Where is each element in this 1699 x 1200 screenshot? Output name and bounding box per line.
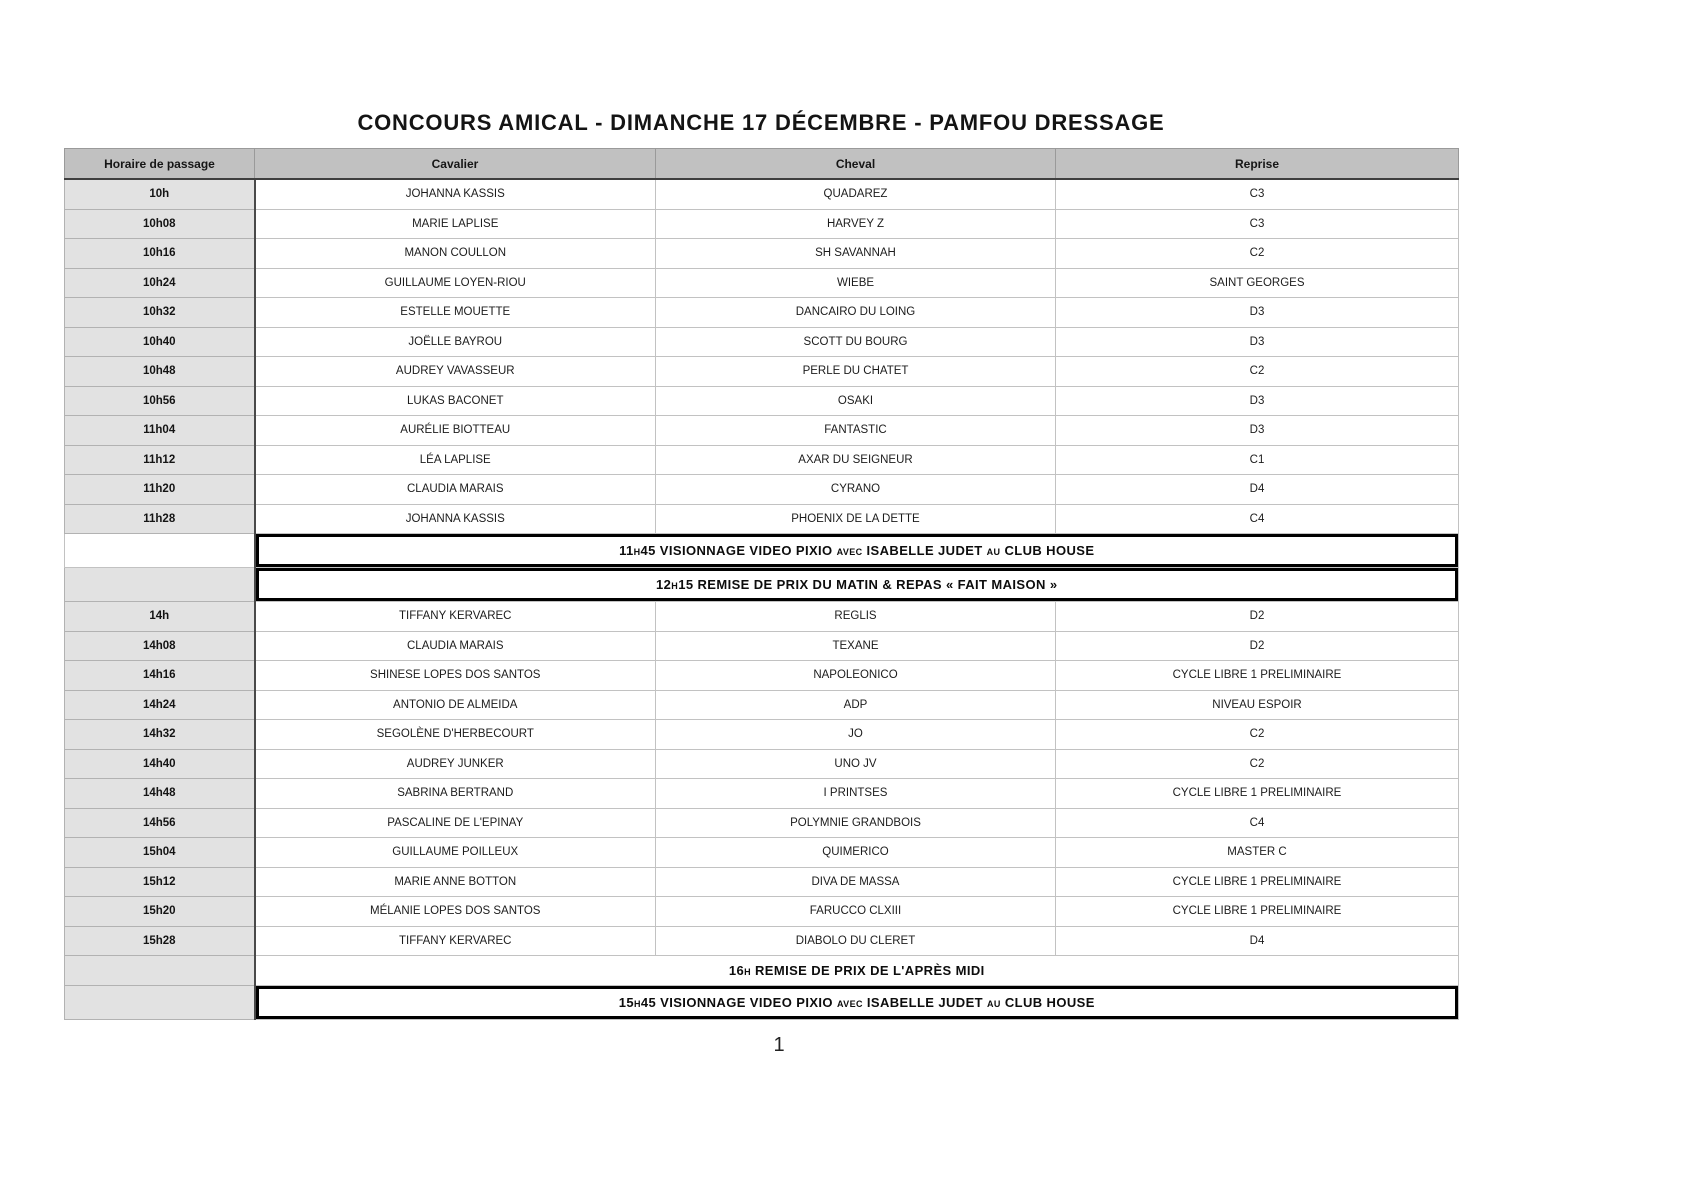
time-cell: 11h20: [65, 475, 255, 505]
entry-row: [65, 209, 1459, 239]
page-number: 1: [773, 1034, 785, 1056]
entry-row: [65, 602, 1459, 632]
cavalier-cell: MÉLANIE LOPES DOS SANTOS: [255, 897, 656, 927]
reprise-cell: D4: [1056, 475, 1459, 505]
reprise-cell: C2: [1056, 239, 1459, 269]
cavalier-cell: TIFFANY KERVAREC: [255, 926, 656, 956]
entry-row: [65, 239, 1459, 269]
cheval-cell: PHOENIX DE LA DETTE: [656, 504, 1056, 534]
event-cell: 16h REMISE DE PRIX DE L'APRÈS MIDI: [255, 956, 1459, 986]
event-row: [65, 985, 1459, 1019]
cavalier-cell: TIFFANY KERVAREC: [255, 602, 656, 632]
time-cell: 15h12: [65, 867, 255, 897]
cavalier-cell: ESTELLE MOUETTE: [255, 298, 656, 328]
entry-row: [65, 268, 1459, 298]
time-cell: [65, 985, 255, 1019]
reprise-cell: D2: [1056, 631, 1459, 661]
cheval-cell: WIEBE: [656, 268, 1056, 298]
reprise-cell: C2: [1056, 720, 1459, 750]
time-cell: 10h48: [65, 357, 255, 387]
reprise-cell: CYCLE LIBRE 1 PRELIMINAIRE: [1056, 779, 1459, 809]
event-cell: 11h45 VISIONNAGE VIDEO PIXIO avec ISABELLE JUDET au CLUB HOUSE: [255, 534, 1459, 568]
cheval-cell: OSAKI: [656, 386, 1056, 416]
cheval-cell: JO: [656, 720, 1056, 750]
cheval-cell: UNO JV: [656, 749, 1056, 779]
reprise-cell: D3: [1056, 416, 1459, 446]
cavalier-cell: AUDREY VAVASSEUR: [255, 357, 656, 387]
time-cell: [65, 956, 255, 986]
reprise-cell: CYCLE LIBRE 1 PRELIMINAIRE: [1056, 867, 1459, 897]
cavalier-cell: GUILLAUME LOYEN-RIOU: [255, 268, 656, 298]
cavalier-cell: ANTONIO DE ALMEIDA: [255, 690, 656, 720]
entry-row: [65, 327, 1459, 357]
reprise-cell: C4: [1056, 504, 1459, 534]
entry-row: [65, 475, 1459, 505]
cheval-cell: AXAR DU SEIGNEUR: [656, 445, 1056, 475]
reprise-cell: D3: [1056, 386, 1459, 416]
cavalier-cell: AUDREY JUNKER: [255, 749, 656, 779]
entry-row: [65, 179, 1459, 209]
entry-row: [65, 838, 1459, 868]
entry-row: [65, 926, 1459, 956]
entry-row: [65, 808, 1459, 838]
event-cell: 12h15 REMISE DE PRIX DU MATIN & REPAS « FAIT MAISON »: [255, 568, 1459, 602]
entry-row: [65, 867, 1459, 897]
cheval-cell: DANCAIRO DU LOING: [656, 298, 1056, 328]
cavalier-cell: CLAUDIA MARAIS: [255, 631, 656, 661]
page-title: CONCOURS AMICAL - DIMANCHE 17 DÉCEMBRE - PAMFOU DRESSAGE: [357, 110, 1165, 135]
cheval-cell: PERLE DU CHATET: [656, 357, 1056, 387]
entry-row: [65, 690, 1459, 720]
cavalier-cell: JOËLLE BAYROU: [255, 327, 656, 357]
cheval-cell: SH SAVANNAH: [656, 239, 1056, 269]
time-cell: 14h32: [65, 720, 255, 750]
time-cell: 14h: [65, 602, 255, 632]
time-cell: 11h04: [65, 416, 255, 446]
entry-row: [65, 298, 1459, 328]
cheval-cell: SCOTT DU BOURG: [656, 327, 1056, 357]
time-cell: [65, 534, 255, 568]
time-cell: 14h56: [65, 808, 255, 838]
reprise-cell: D4: [1056, 926, 1459, 956]
time-cell: 14h16: [65, 661, 255, 691]
time-cell: 10h16: [65, 239, 255, 269]
time-cell: 11h12: [65, 445, 255, 475]
reprise-cell: MASTER C: [1056, 838, 1459, 868]
cheval-cell: QUIMERICO: [656, 838, 1056, 868]
cheval-cell: FARUCCO CLXIII: [656, 897, 1056, 927]
reprise-cell: C1: [1056, 445, 1459, 475]
cavalier-cell: SABRINA BERTRAND: [255, 779, 656, 809]
entry-row: [65, 386, 1459, 416]
schedule-body: [65, 179, 1459, 1019]
time-cell: 10h: [65, 179, 255, 209]
time-cell: 14h24: [65, 690, 255, 720]
time-cell: [65, 568, 255, 602]
cavalier-cell: LÉA LAPLISE: [255, 445, 656, 475]
reprise-cell: D2: [1056, 602, 1459, 632]
cavalier-cell: JOHANNA KASSIS: [255, 179, 656, 209]
reprise-cell: D3: [1056, 298, 1459, 328]
entry-row: [65, 445, 1459, 475]
entry-row: [65, 661, 1459, 691]
cavalier-cell: CLAUDIA MARAIS: [255, 475, 656, 505]
cheval-cell: TEXANE: [656, 631, 1056, 661]
cavalier-cell: MANON COULLON: [255, 239, 656, 269]
cheval-cell: DIABOLO DU CLERET: [656, 926, 1056, 956]
entry-row: [65, 749, 1459, 779]
reprise-cell: D3: [1056, 327, 1459, 357]
entry-row: [65, 631, 1459, 661]
time-cell: 15h28: [65, 926, 255, 956]
entry-row: [65, 504, 1459, 534]
cavalier-cell: JOHANNA KASSIS: [255, 504, 656, 534]
time-cell: 10h08: [65, 209, 255, 239]
reprise-cell: C2: [1056, 749, 1459, 779]
column-header-cavalier: Cavalier: [255, 149, 656, 180]
event-row: [65, 534, 1459, 568]
time-cell: 10h40: [65, 327, 255, 357]
time-cell: 10h56: [65, 386, 255, 416]
time-cell: 15h04: [65, 838, 255, 868]
time-cell: 14h40: [65, 749, 255, 779]
reprise-cell: C3: [1056, 179, 1459, 209]
entry-row: [65, 357, 1459, 387]
cheval-cell: CYRANO: [656, 475, 1056, 505]
cheval-cell: POLYMNIE GRANDBOIS: [656, 808, 1056, 838]
column-header-cheval: Cheval: [656, 149, 1056, 180]
column-header-horaire: Horaire de passage: [65, 149, 255, 180]
reprise-cell: CYCLE LIBRE 1 PRELIMINAIRE: [1056, 897, 1459, 927]
cheval-cell: DIVA DE MASSA: [656, 867, 1056, 897]
cheval-cell: HARVEY Z: [656, 209, 1056, 239]
reprise-cell: C3: [1056, 209, 1459, 239]
entry-row: [65, 897, 1459, 927]
reprise-cell: CYCLE LIBRE 1 PRELIMINAIRE: [1056, 661, 1459, 691]
reprise-cell: C2: [1056, 357, 1459, 387]
cheval-cell: QUADAREZ: [656, 179, 1056, 209]
cavalier-cell: MARIE ANNE BOTTON: [255, 867, 656, 897]
time-cell: 11h28: [65, 504, 255, 534]
entry-row: [65, 416, 1459, 446]
header-row: [65, 149, 1459, 180]
time-cell: 14h08: [65, 631, 255, 661]
time-cell: 10h24: [65, 268, 255, 298]
cheval-cell: I PRINTSES: [656, 779, 1056, 809]
entry-row: [65, 720, 1459, 750]
entry-row: [65, 779, 1459, 809]
reprise-cell: SAINT GEORGES: [1056, 268, 1459, 298]
time-cell: 14h48: [65, 779, 255, 809]
cheval-cell: REGLIS: [656, 602, 1056, 632]
cavalier-cell: LUKAS BACONET: [255, 386, 656, 416]
column-header-reprise: Reprise: [1056, 149, 1459, 180]
time-cell: 15h20: [65, 897, 255, 927]
time-cell: 10h32: [65, 298, 255, 328]
event-row: [65, 568, 1459, 602]
cavalier-cell: AURÉLIE BIOTTEAU: [255, 416, 656, 446]
cavalier-cell: GUILLAUME POILLEUX: [255, 838, 656, 868]
cavalier-cell: SHINESE LOPES DOS SANTOS: [255, 661, 656, 691]
schedule-table: [64, 148, 1459, 1020]
cavalier-cell: MARIE LAPLISE: [255, 209, 656, 239]
event-cell: 15h45 VISIONNAGE VIDEO PIXIO avec ISABELLE JUDET au CLUB HOUSE: [255, 985, 1459, 1019]
reprise-cell: NIVEAU ESPOIR: [1056, 690, 1459, 720]
reprise-cell: C4: [1056, 808, 1459, 838]
cheval-cell: NAPOLEONICO: [656, 661, 1056, 691]
cavalier-cell: PASCALINE DE L'EPINAY: [255, 808, 656, 838]
event-row: [65, 956, 1459, 986]
cheval-cell: ADP: [656, 690, 1056, 720]
cheval-cell: FANTASTIC: [656, 416, 1056, 446]
cavalier-cell: SEGOLÈNE D'HERBECOURT: [255, 720, 656, 750]
